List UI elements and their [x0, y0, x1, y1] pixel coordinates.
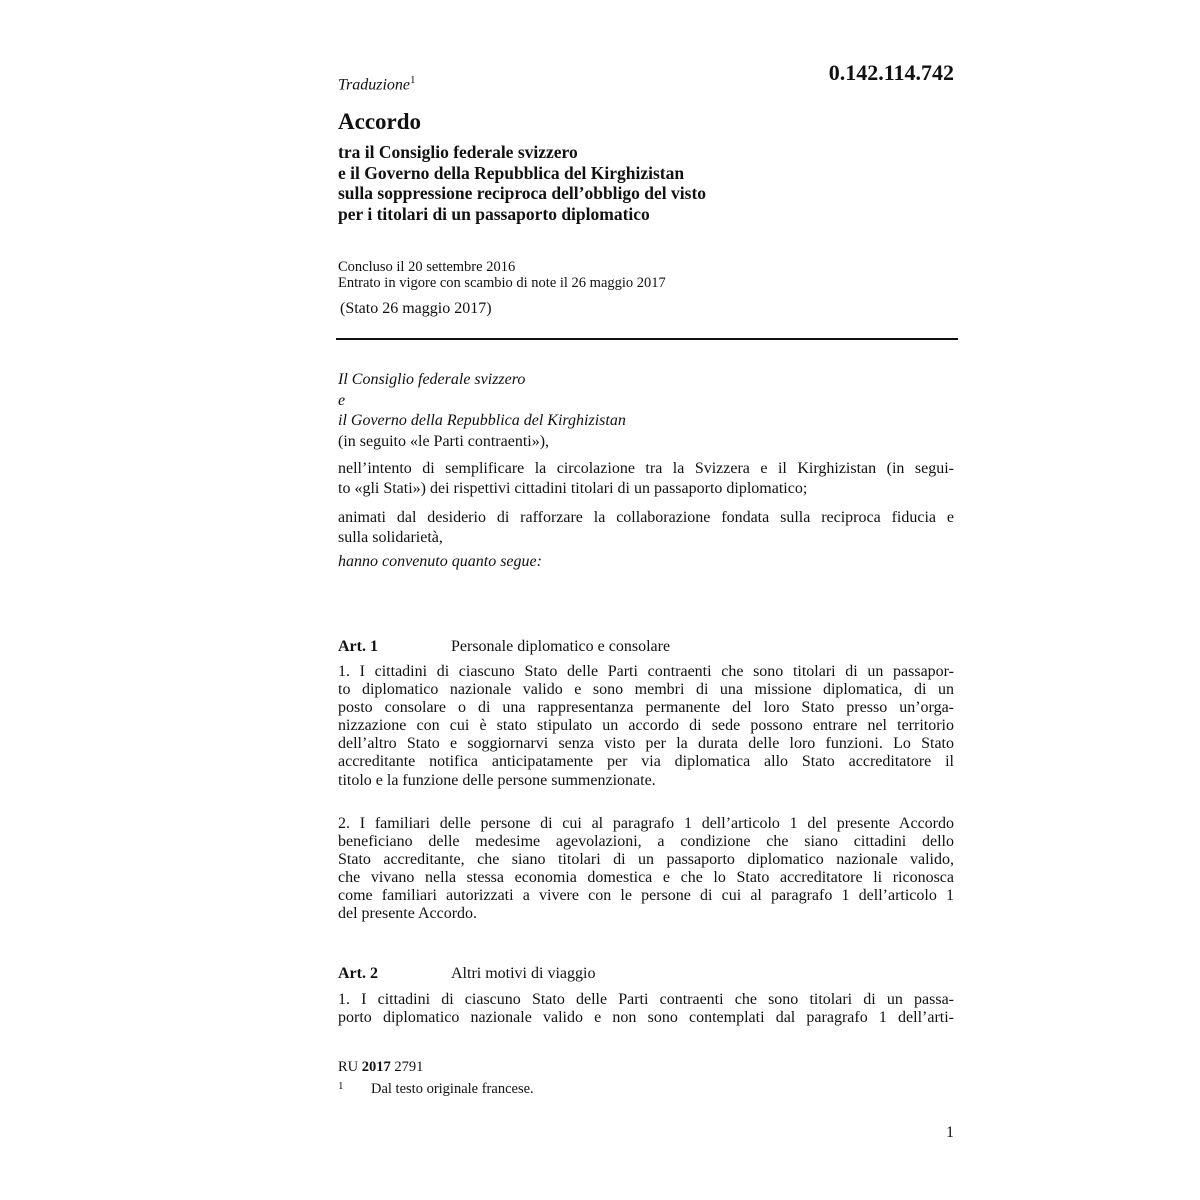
ru-year: 2017 [361, 1059, 391, 1075]
preamble-convened: hanno convenuto quanto segue: [338, 553, 542, 570]
text-line: che vivano nella stessa economia domestica e che lo Stato accreditatore li riconosca [338, 869, 954, 887]
article-1-title: Personale diplomatico e consolare [451, 638, 671, 655]
concluded-date: Concluso il 20 settembre 2016 [338, 259, 516, 275]
status-date: (Stato 26 maggio 2017) [340, 300, 492, 317]
party-swiss: Il Consiglio federale svizzero [338, 371, 526, 388]
footnote [338, 1080, 534, 1098]
subtitle-line: e il Governo della Repubblica del Kirghizistan [338, 162, 685, 183]
subtitle-line: sulla soppressione reciproca dell’obbligo del visto [338, 183, 707, 203]
official-compilation-reference [338, 1059, 423, 1076]
parties-block [338, 370, 626, 452]
subtitle-line: tra il Consiglio federale svizzero [338, 142, 578, 162]
text-line: to «gli Stati») dei rispettivi cittadini titolari di un passaporto diplomatico; [338, 479, 808, 497]
document-subtitle [338, 142, 706, 224]
text-line: sulla solidarietà, [338, 528, 443, 546]
footnote-reference[interactable]: 1 [410, 74, 416, 86]
text-line: animati dal desiderio di rafforzare la collaborazione fondata sulla reciproca fiducia e [338, 509, 954, 526]
text-line: posto consolare o di una rappresentanza permanente del loro Stato presso un’orga- [338, 699, 954, 717]
article-2-title: Altri motivi di viaggio [451, 965, 596, 982]
text-line: beneficiano delle medesime agevolazioni, a condizione che siano cittadini dello [338, 833, 954, 851]
preamble-paragraph-2 [338, 508, 954, 547]
text-line: Stato accreditante, che siano titolari di un passaporto diplomatico nazionale valido, [338, 851, 954, 869]
article-1-paragraph-2 [338, 815, 954, 924]
text-line: 1. I cittadini di ciascuno Stato delle Parti contraenti che sono titolari di un passapor- [338, 663, 954, 680]
article-1-number: Art. 1 [338, 638, 378, 655]
text-line: accreditante notifica anticipatamente per via diplomatica allo Stato accreditatore il [338, 753, 954, 771]
party-kyrgyz: il Governo della Repubblica del Kirghizistan [338, 412, 626, 429]
footnote-text: Dal testo originale francese. [371, 1081, 534, 1097]
translation-label [338, 74, 416, 94]
text-line: dell’altro Stato e soggiornarvi senza visto per la durata delle loro funzioni. Lo Stato [338, 735, 954, 753]
preamble-paragraph-1 [338, 459, 954, 498]
text-line: 1. I cittadini di ciascuno Stato delle Parti contraenti che sono titolari di un passa- [338, 991, 954, 1008]
translation-text: Traduzione [338, 76, 411, 94]
text-line: nell’intento di semplificare la circolazione tra la Svizzera e il Kirghizistan (in segui- [338, 460, 954, 477]
date-info [338, 259, 666, 291]
header-divider [336, 338, 958, 340]
article-1-paragraph-1 [338, 663, 954, 790]
article-2-paragraph-1 [338, 991, 954, 1027]
text-line: nizzazione con cui è stato stipulato un accordo di sede possono entrare nel territorio [338, 717, 954, 735]
document-title: Accordo [338, 109, 422, 134]
parties-definition: (in seguito «le Parti contraenti»), [338, 432, 550, 450]
ru-prefix: RU [338, 1059, 359, 1075]
party-conjunction: e [338, 391, 346, 409]
text-line: come familiari autorizzati a vivere con le persone di cui al paragrafo 1 dell’articolo 1 [338, 887, 954, 905]
in-force-date: Entrato in vigore con scambio di note il 26 maggio 2017 [338, 275, 666, 291]
sr-number: 0.142.114.742 [828, 60, 954, 85]
text-line: titolo e la funzione delle persone summenzionate. [338, 771, 656, 789]
subtitle-line: per i titolari di un passaporto diplomatico [338, 203, 650, 224]
page-number: 1 [946, 1124, 954, 1141]
text-line: 2. I familiari delle persone di cui al paragrafo 1 dell’articolo 1 del presente Accordo [338, 815, 954, 832]
text-line: del presente Accordo. [338, 905, 478, 923]
text-line: to diplomatico nazionale valido e sono membri di una missione diplomatica, di un [338, 681, 954, 699]
ru-page: 2791 [394, 1059, 424, 1075]
text-line: porto diplomatico nazionale valido e non sono contemplati dal paragrafo 1 dell’arti- [338, 1009, 954, 1027]
article-2-number: Art. 2 [338, 965, 378, 982]
footnote-mark: 1 [338, 1080, 344, 1092]
